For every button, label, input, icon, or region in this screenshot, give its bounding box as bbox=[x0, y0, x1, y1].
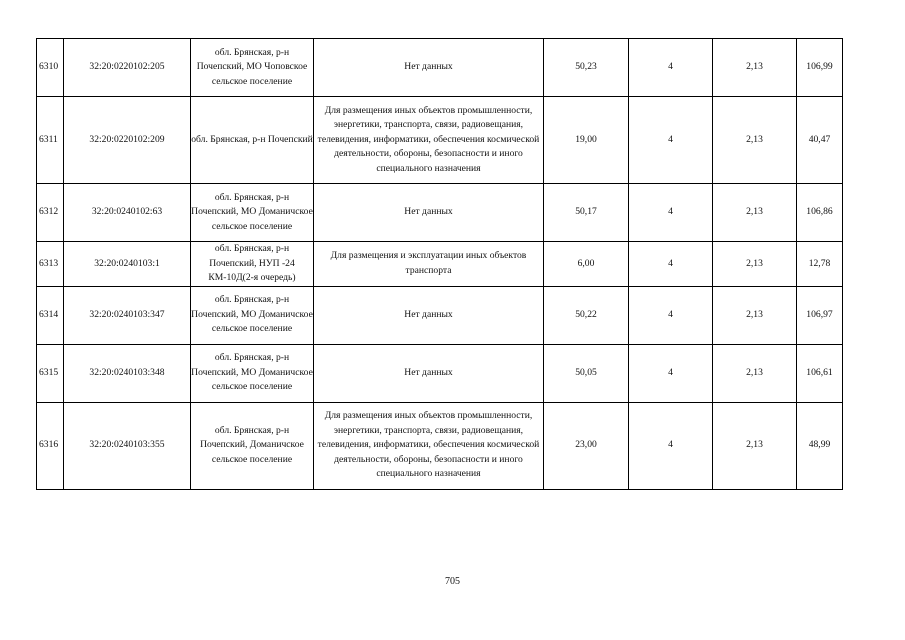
row-number-cell: 6313 bbox=[37, 242, 64, 287]
cadastral-number-cell: 32:20:0240103:355 bbox=[64, 402, 191, 489]
amount-cell: 40,47 bbox=[797, 97, 843, 184]
row-number-cell: 6312 bbox=[37, 184, 64, 242]
row-number-cell: 6311 bbox=[37, 97, 64, 184]
area-cell: 50,23 bbox=[544, 39, 629, 97]
amount-cell: 106,97 bbox=[797, 286, 843, 344]
amount-cell: 106,99 bbox=[797, 39, 843, 97]
rate-cell: 2,13 bbox=[713, 184, 797, 242]
cadastral-number-cell: 32:20:0220102:205 bbox=[64, 39, 191, 97]
address-cell: обл. Брянская, р-н Почепский, МО Доманичское сельское поселение bbox=[191, 184, 314, 242]
area-cell: 6,00 bbox=[544, 242, 629, 287]
table-row bbox=[37, 97, 843, 184]
cadastral-number-cell: 32:20:0240103:1 bbox=[64, 242, 191, 287]
address-cell: обл. Брянская, р-н Почепский, МО Чоповское сельское поселение bbox=[191, 39, 314, 97]
land-register-table bbox=[36, 38, 843, 490]
row-number-cell: 6315 bbox=[37, 344, 64, 402]
address-cell: обл. Брянская, р-н Почепский, НУП -24 КМ-10Д(2-я очередь) bbox=[191, 242, 314, 287]
rate-cell: 2,13 bbox=[713, 97, 797, 184]
area-cell: 19,00 bbox=[544, 97, 629, 184]
purpose-cell: Для размещения и эксплуатации иных объектов транспорта bbox=[314, 242, 544, 287]
cadastral-number-cell: 32:20:0240103:348 bbox=[64, 344, 191, 402]
row-number-cell: 6314 bbox=[37, 286, 64, 344]
table-row bbox=[37, 286, 843, 344]
rate-cell: 2,13 bbox=[713, 344, 797, 402]
page-number: 705 bbox=[445, 576, 460, 587]
category-cell: 4 bbox=[629, 344, 713, 402]
address-cell: обл. Брянская, р-н Почепский, МО Доманичское сельское поселение bbox=[191, 286, 314, 344]
category-cell: 4 bbox=[629, 402, 713, 489]
purpose-cell: Нет данных bbox=[314, 344, 544, 402]
category-cell: 4 bbox=[629, 286, 713, 344]
table-row bbox=[37, 344, 843, 402]
category-cell: 4 bbox=[629, 184, 713, 242]
cadastral-number-cell: 32:20:0220102:209 bbox=[64, 97, 191, 184]
cadastral-number-cell: 32:20:0240102:63 bbox=[64, 184, 191, 242]
rate-cell: 2,13 bbox=[713, 242, 797, 287]
address-cell: обл. Брянская, р-н Почепский, Доманичское сельское поселение bbox=[191, 402, 314, 489]
amount-cell: 48,99 bbox=[797, 402, 843, 489]
address-cell: обл. Брянская, р-н Почепский, МО Доманичское сельское поселение bbox=[191, 344, 314, 402]
area-cell: 50,05 bbox=[544, 344, 629, 402]
table-row bbox=[37, 242, 843, 287]
cadastral-number-cell: 32:20:0240103:347 bbox=[64, 286, 191, 344]
rate-cell: 2,13 bbox=[713, 402, 797, 489]
purpose-cell: Для размещения иных объектов промышленности, энергетики, транспорта, связи, радиовещания, телевидения, информатики, обеспечения космической деятельности, обороны, безопасности и иного специального назначения bbox=[314, 97, 544, 184]
area-cell: 23,00 bbox=[544, 402, 629, 489]
row-number-cell: 6310 bbox=[37, 39, 64, 97]
table-row bbox=[37, 402, 843, 489]
document-sheet bbox=[36, 38, 842, 490]
purpose-cell: Нет данных bbox=[314, 286, 544, 344]
category-cell: 4 bbox=[629, 97, 713, 184]
amount-cell: 106,61 bbox=[797, 344, 843, 402]
purpose-cell: Нет данных bbox=[314, 184, 544, 242]
purpose-cell: Для размещения иных объектов промышленности, энергетики, транспорта, связи, радиовещания, телевидения, информатики, обеспечения космической деятельности, обороны, безопасности и иного специального назначения bbox=[314, 402, 544, 489]
amount-cell: 106,86 bbox=[797, 184, 843, 242]
table-row bbox=[37, 184, 843, 242]
address-cell: обл. Брянская, р-н Почепский bbox=[191, 97, 314, 184]
category-cell: 4 bbox=[629, 39, 713, 97]
rate-cell: 2,13 bbox=[713, 39, 797, 97]
table-row bbox=[37, 39, 843, 97]
area-cell: 50,22 bbox=[544, 286, 629, 344]
rate-cell: 2,13 bbox=[713, 286, 797, 344]
amount-cell: 12,78 bbox=[797, 242, 843, 287]
row-number-cell: 6316 bbox=[37, 402, 64, 489]
category-cell: 4 bbox=[629, 242, 713, 287]
purpose-cell: Нет данных bbox=[314, 39, 544, 97]
area-cell: 50,17 bbox=[544, 184, 629, 242]
